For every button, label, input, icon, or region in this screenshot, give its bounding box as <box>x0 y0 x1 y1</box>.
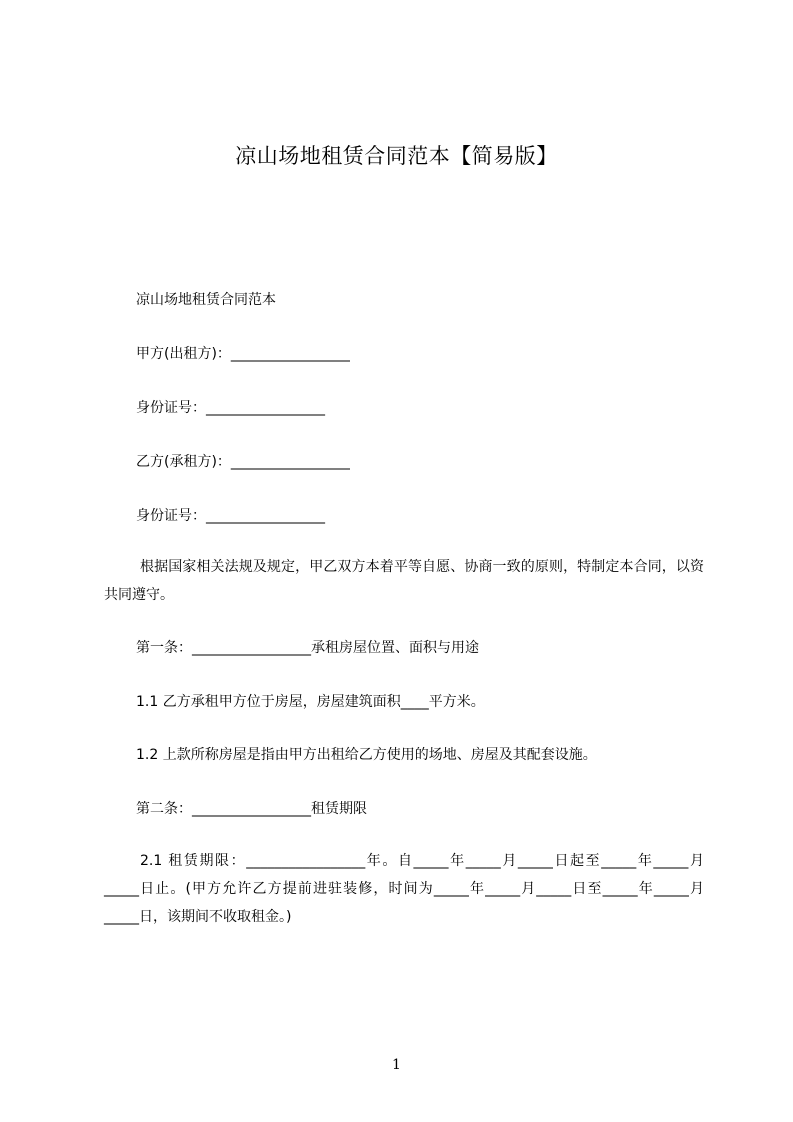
clause-2-1: 2.1 租赁期限：_________________年。自_____年_____月_____日起至_____年_____月_____日止。(甲方允许乙方提前进驻装修，时间为_____年_____月_____日至_____年_____月_____日，该期间不收取租金。) <box>104 853 704 925</box>
article-2-heading: 第二条：_________________租赁期限 <box>136 801 367 817</box>
article-1-heading: 第一条：_________________承租房屋位置、面积与用途 <box>136 640 479 656</box>
document-title: 凉山场地租赁合同范本【简易版】 <box>235 144 558 168</box>
party-a-line: 甲方(出租方)：_________________ <box>136 346 350 362</box>
page-number: 1 <box>392 1057 401 1073</box>
id-number-b-line: 身份证号：_________________ <box>136 508 325 524</box>
preamble-paragraph: 根据国家相关法规及规定，甲乙双方本着平等自愿、协商一致的原则，特制定本合同，以资共同遵守。 <box>104 559 704 603</box>
id-number-a-line: 身份证号：_________________ <box>136 400 325 416</box>
clause-1-1: 1.1 乙方承租甲方位于房屋，房屋建筑面积____平方米。 <box>136 694 485 710</box>
party-b-line: 乙方(承租方)：_________________ <box>136 454 350 470</box>
document-subtitle: 凉山场地租赁合同范本 <box>136 292 276 308</box>
clause-1-2: 1.2 上款所称房屋是指由甲方出租给乙方使用的场地、房屋及其配套设施。 <box>136 747 597 763</box>
